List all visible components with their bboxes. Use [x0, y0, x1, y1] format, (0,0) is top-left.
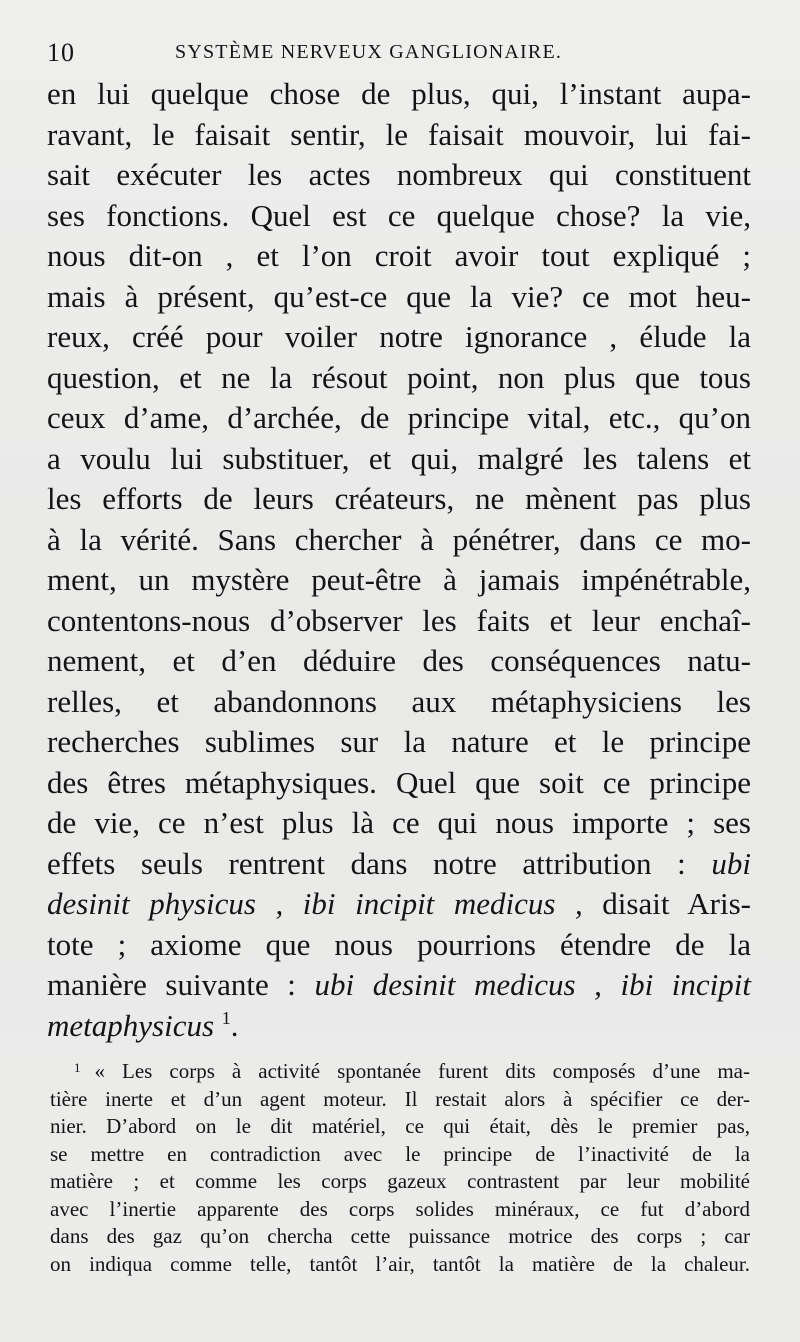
main-text	[47, 74, 751, 1046]
footnote-line: on indiqua comme telle, tantôt l’air, tantôt la matière de la chaleur.	[50, 1251, 750, 1276]
footnote-line: se mettre en contradiction avec le principe de l’inactivité de la	[50, 1141, 750, 1166]
text-line: a voulu lui substituer, et qui, malgré les talens et	[47, 440, 751, 476]
italic-text: ubi desinit medicus , ibi incipit	[314, 967, 752, 1002]
roman-text: .	[230, 1007, 239, 1043]
footnote-number: 1	[74, 1060, 81, 1075]
roman-text: disait Aris-	[602, 886, 751, 921]
text-line: reux, créé pour voiler notre ignorance , élude la	[47, 319, 751, 354]
running-title: SYSTÈME NERVEUX GANGLIONAIRE.	[175, 41, 563, 63]
text-line: en lui quelque chose de plus, qui, l’instant aupa-	[47, 76, 751, 111]
text-line: contentons-nous d’observer les faits et leur enchaî-	[47, 602, 751, 638]
footnote-text: « Les corps à activité spontanée furent dits composés d’une ma-	[94, 1059, 750, 1083]
text-line: question, et ne la résout point, non plus que tous	[47, 359, 751, 395]
text-line: relles, et abandonnons aux métaphysiciens les	[47, 683, 751, 719]
text-line: de vie, ce n’est plus là ce qui nous importe ; ses	[47, 805, 751, 840]
text-line: à la vérité. Sans chercher à pénétrer, dans ce mo-	[47, 521, 751, 557]
footnote-line	[50, 1058, 750, 1086]
text-line: nous dit-on , et l’on croit avoir tout expliqué ;	[47, 238, 751, 273]
text-line: mais à présent, qu’est-ce que la vie? ce mot heu-	[47, 278, 751, 314]
footnote-line: tière inerte et d’un agent moteur. Il restait alors à spécifier ce der-	[50, 1086, 750, 1111]
footnote-line: dans des gaz qu’on chercha cette puissance motrice des corps ; car	[50, 1224, 750, 1248]
text-line: tote ; axiome que nous pourrions étendre de la	[47, 926, 751, 962]
italic-text: desinit physicus , ibi incipit medicus ,	[47, 886, 583, 921]
text-line	[47, 884, 751, 925]
page-number: 10	[47, 38, 75, 67]
text-line: ravant, le faisait sentir, le faisait mouvoir, lui fai-	[47, 116, 751, 152]
footnote-line: nier. D’abord on le dit matériel, ce qui était, dès le premier pas,	[50, 1114, 750, 1138]
italic-text: metaphysicus	[47, 1007, 215, 1043]
text-line	[47, 965, 751, 1006]
text-line: des êtres métaphysiques. Quel que soit ce principe	[47, 764, 751, 800]
text-line: ses fonctions. Quel est ce quelque chose? la vie,	[47, 197, 751, 233]
text-line: nement, et d’en déduire des conséquences natu-	[47, 643, 751, 678]
roman-text: effets seuls rentrent dans notre attribution :	[47, 845, 686, 881]
footnote	[50, 1058, 750, 1278]
text-line	[47, 844, 751, 885]
text-line: ment, un mystère peut-être à jamais impénétrable,	[47, 562, 751, 597]
italic-text: ubi	[711, 845, 752, 881]
text-line	[47, 1006, 751, 1047]
running-header	[0, 38, 800, 68]
roman-text: manière suivante :	[47, 967, 296, 1002]
text-line: les efforts de leurs créateurs, ne mènent pas plus	[47, 481, 751, 516]
text-line: recherches sublimes sur la nature et le principe	[47, 724, 751, 759]
footnote-line: matière ; et comme les corps gazeux contrastent par leur mobilité	[50, 1169, 750, 1193]
footnote-reference[interactable]: 1	[221, 1007, 231, 1028]
text-line: ceux d’ame, d’archée, de principe vital, etc., qu’on	[47, 400, 751, 435]
text-line: sait exécuter les actes nombreux qui constituent	[47, 157, 751, 192]
footnote-line: avec l’inertie apparente des corps solides minéraux, ce fut d’abord	[50, 1196, 750, 1221]
